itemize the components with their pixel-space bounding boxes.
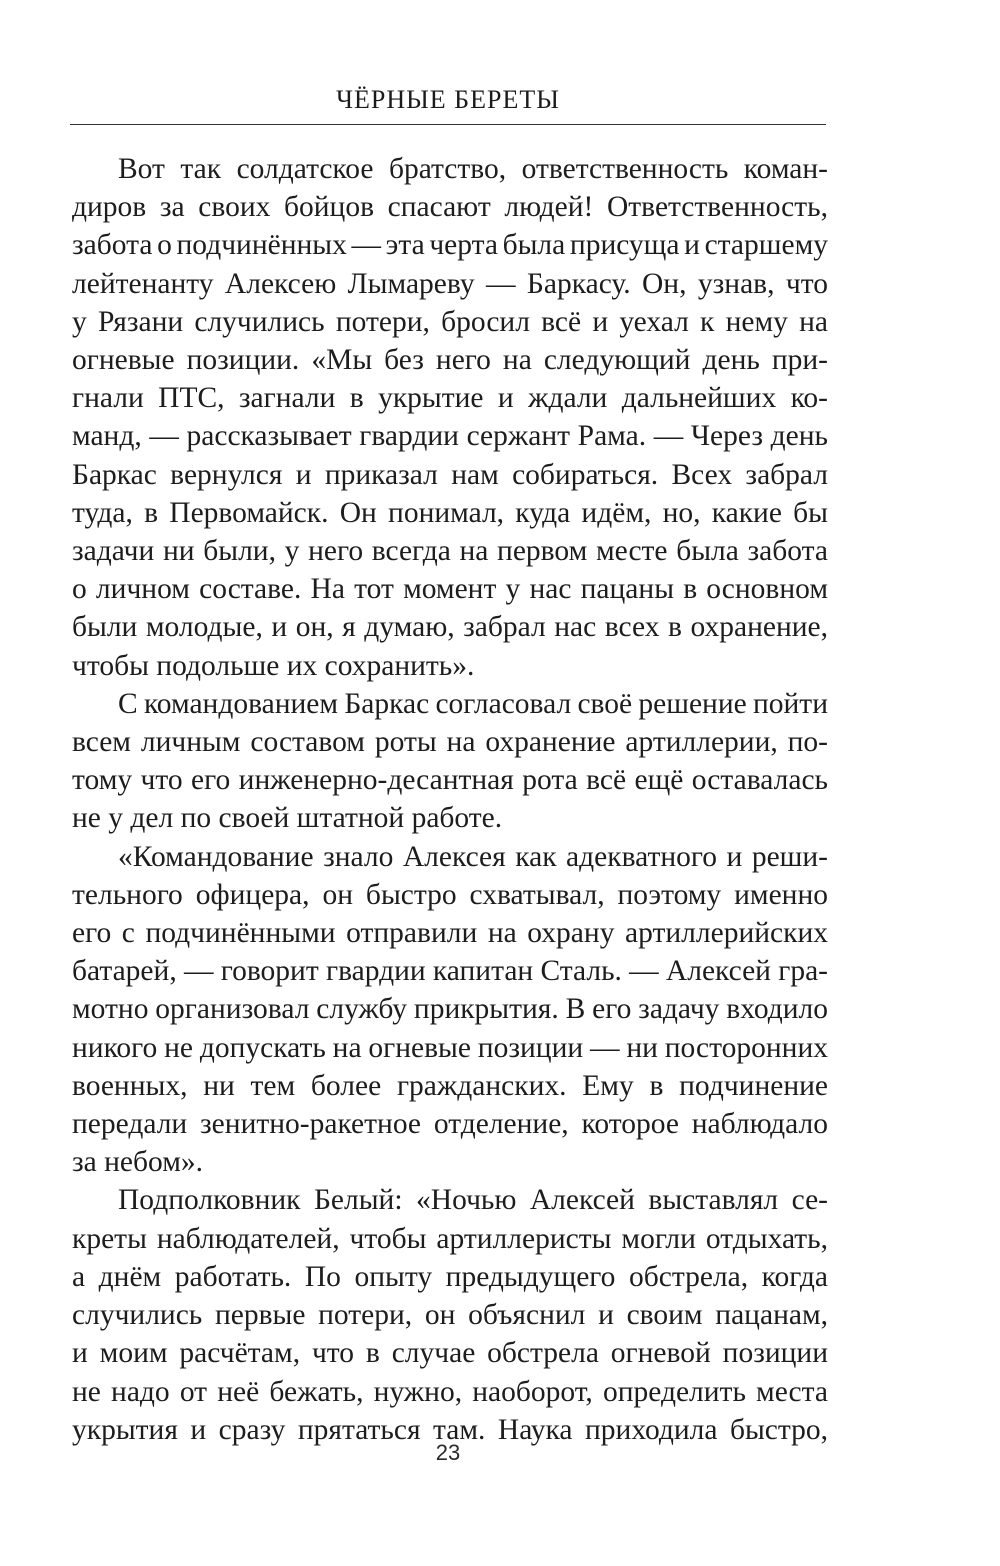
header-rule bbox=[70, 124, 826, 125]
page-number: 23 bbox=[435, 1440, 461, 1465]
text-line: были молодые, и он, я думаю, забрал нас всех в охранение, bbox=[72, 611, 828, 644]
text-line: Вот так солдатское братство, ответственность коман- bbox=[118, 153, 828, 185]
text-line: манд, — рассказывает гвардии сержант Рама. — Через день bbox=[72, 420, 828, 453]
paragraph bbox=[72, 838, 828, 1182]
body-text bbox=[72, 150, 828, 1449]
text-line: чтобы подольше их сохранить». bbox=[72, 649, 475, 682]
text-line: Подполковник Белый: «Ночью Алексей выставлял се- bbox=[118, 1184, 828, 1217]
text-line: укрытия и сразу прятаться там. Наука приходила быстро, bbox=[72, 1413, 828, 1446]
text-line: а днём работать. По опыту предыдущего обстрела, когда bbox=[72, 1260, 828, 1293]
text-line: не у дел по своей штатной работе. bbox=[72, 802, 503, 835]
text-line: передали зенитно-ракетное отделение, которое наблюдало bbox=[72, 1108, 828, 1141]
text-line: случились первые потери, он объяснил и своим пацанам, bbox=[72, 1299, 828, 1332]
paragraph bbox=[72, 1181, 828, 1448]
text-line: огневые позиции. «Мы без него на следующий день при- bbox=[72, 344, 828, 377]
text-line: задачи ни были, у него всегда на первом месте была забота bbox=[72, 535, 828, 568]
text-line: забота о подчинённых — эта черта была присуща и старшему bbox=[72, 229, 828, 262]
text-line: «Командование знало Алексея как адекватного и реши- bbox=[118, 840, 828, 873]
text-line: диров за своих бойцов спасают людей! Ответственность, bbox=[72, 191, 828, 224]
paragraph bbox=[72, 150, 828, 685]
text-line: военных, ни тем более гражданских. Ему в подчинение bbox=[72, 1069, 828, 1102]
text-line: никого не допускать на огневые позиции — ни посторонних bbox=[72, 1031, 828, 1064]
text-line: гнали ПТС, загнали в укрытие и ждали дальнейших ко- bbox=[72, 382, 828, 415]
text-line: тому что его инженерно-десантная рота всё ещё оставалась bbox=[72, 764, 828, 797]
text-line: мотно организовал службу прикрытия. В его задачу входило bbox=[72, 993, 828, 1026]
text-line: о личном составе. На тот момент у нас пацаны в основном bbox=[72, 573, 828, 606]
text-line: его с подчинёнными отправили на охрану артиллерийских bbox=[72, 917, 828, 950]
text-line: за небом». bbox=[72, 1146, 203, 1179]
text-line: всем личным составом роты на охранение артиллерии, по- bbox=[72, 726, 828, 759]
text-line: Баркас вернулся и приказал нам собираться. Всех забрал bbox=[72, 458, 828, 491]
text-line: лейтенанту Алексею Лымареву — Баркасу. Он, узнав, что bbox=[72, 267, 828, 300]
text-line: и моим расчётам, что в случае обстрела огневой позиции bbox=[72, 1337, 828, 1370]
text-line: у Рязани случились потери, бросил всё и уехал к нему на bbox=[72, 305, 828, 338]
text-line: С командованием Баркас согласовал своё решение пойти bbox=[118, 687, 828, 720]
paragraph bbox=[72, 685, 828, 838]
text-line: креты наблюдателей, чтобы артиллеристы могли отдыхать, bbox=[72, 1222, 828, 1255]
text-line: тельного офицера, он быстро схватывал, поэтому именно bbox=[72, 878, 828, 911]
text-line: туда, в Первомайск. Он понимал, куда идём, но, какие бы bbox=[72, 496, 828, 529]
text-line: батарей, — говорит гвардии капитан Сталь. — Алексей гра- bbox=[72, 955, 828, 988]
running-head: ЧЁРНЫЕ БЕРЕТЫ bbox=[336, 85, 560, 114]
text-line: не надо от неё бежать, нужно, наоборот, определить места bbox=[72, 1375, 828, 1408]
